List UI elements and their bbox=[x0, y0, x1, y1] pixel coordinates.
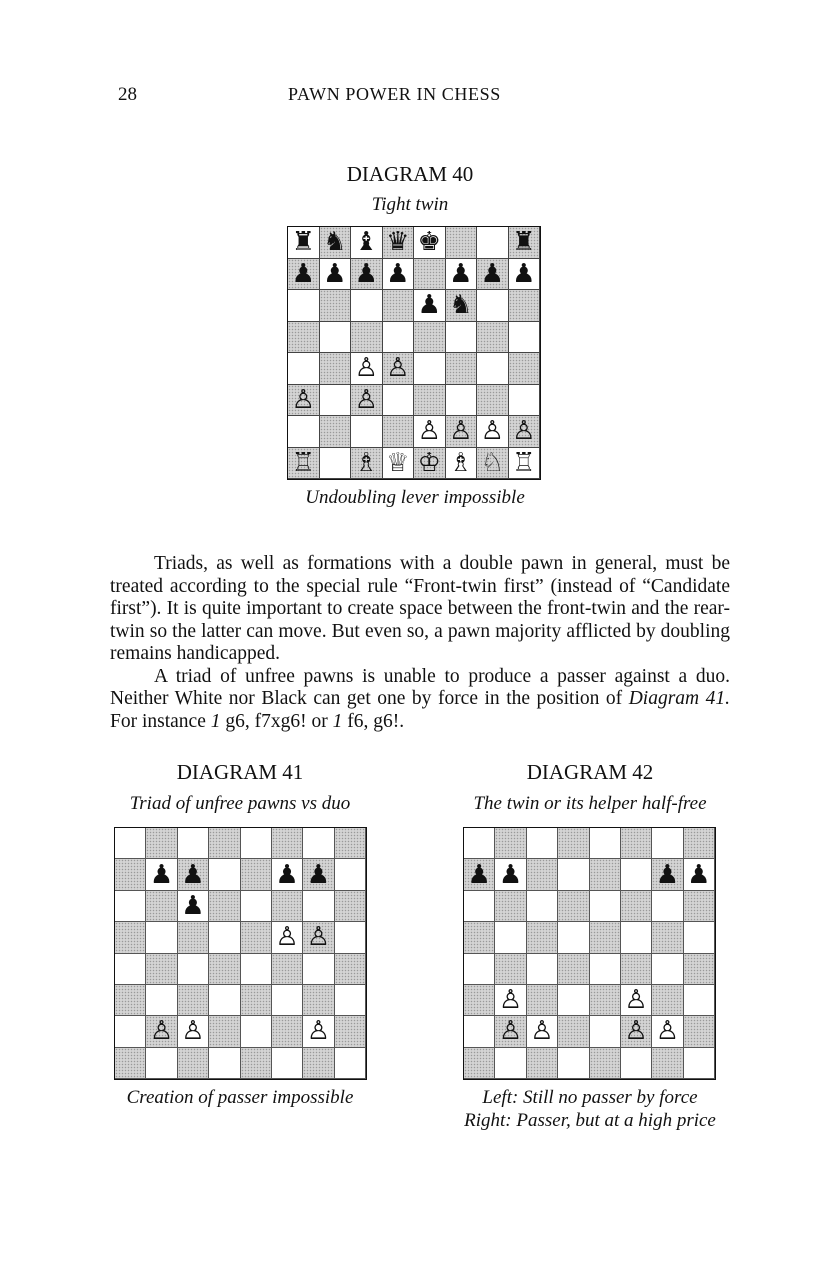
diagram-40-title: DIAGRAM 40 bbox=[346, 162, 474, 186]
square-d7 bbox=[383, 259, 415, 291]
square-a5 bbox=[288, 322, 320, 354]
square-a1 bbox=[464, 1048, 495, 1079]
square-b6 bbox=[495, 891, 526, 922]
square-b5 bbox=[146, 922, 177, 953]
square-b1 bbox=[495, 1048, 526, 1079]
diagram-41-subtitle: Triad of unfree pawns vs duo bbox=[129, 793, 351, 814]
paragraph-1 bbox=[110, 553, 730, 666]
square-g8 bbox=[477, 227, 509, 259]
square-g3 bbox=[477, 385, 509, 417]
chess-piece: ♝ bbox=[354, 227, 378, 258]
chess-piece: ♟ bbox=[467, 859, 491, 890]
square-f4 bbox=[621, 954, 652, 985]
square-h2 bbox=[335, 1016, 366, 1047]
chess-piece: ♙ bbox=[291, 384, 315, 415]
square-g1 bbox=[303, 1048, 334, 1079]
square-g5 bbox=[652, 922, 683, 953]
chess-piece: ♟ bbox=[354, 258, 378, 289]
square-h3 bbox=[509, 385, 541, 417]
square-e2 bbox=[590, 1016, 621, 1047]
diagram-40-subtitle: Tight twin bbox=[371, 194, 449, 215]
chess-piece: ♟ bbox=[306, 859, 331, 890]
paragraph-2-text-e: g6, f7xg6! or bbox=[220, 710, 333, 732]
square-d3 bbox=[383, 385, 415, 417]
chess-piece: ♙ bbox=[354, 384, 378, 415]
square-c5 bbox=[178, 922, 209, 953]
square-a4 bbox=[115, 954, 146, 985]
square-h8 bbox=[684, 828, 715, 859]
paragraph-2-text-c: For instance bbox=[110, 710, 211, 732]
square-b4 bbox=[495, 954, 526, 985]
square-c8 bbox=[351, 227, 383, 259]
square-g8 bbox=[303, 828, 334, 859]
square-c4 bbox=[178, 954, 209, 985]
square-g4 bbox=[652, 954, 683, 985]
square-f3 bbox=[621, 985, 652, 1016]
square-h4 bbox=[509, 353, 541, 385]
square-g8 bbox=[652, 828, 683, 859]
square-e3 bbox=[241, 985, 272, 1016]
chess-piece: ♚ bbox=[417, 227, 441, 258]
square-h7 bbox=[335, 859, 366, 890]
square-d8 bbox=[209, 828, 240, 859]
chess-piece: ♙ bbox=[306, 1016, 331, 1047]
square-b7 bbox=[320, 259, 352, 291]
square-a7 bbox=[464, 859, 495, 890]
square-f1 bbox=[446, 448, 478, 480]
chessboard-diagram-41 bbox=[114, 827, 367, 1080]
square-b3 bbox=[320, 385, 352, 417]
square-e7 bbox=[590, 859, 621, 890]
square-b8 bbox=[146, 828, 177, 859]
chess-piece: ♙ bbox=[655, 1016, 680, 1047]
square-b8 bbox=[495, 828, 526, 859]
square-h8 bbox=[335, 828, 366, 859]
square-d2 bbox=[558, 1016, 589, 1047]
square-f3 bbox=[272, 985, 303, 1016]
chess-piece: ♙ bbox=[530, 1016, 554, 1047]
square-g7 bbox=[652, 859, 683, 890]
square-g2 bbox=[303, 1016, 334, 1047]
square-f1 bbox=[621, 1048, 652, 1079]
square-a1 bbox=[288, 448, 320, 480]
square-a3 bbox=[288, 385, 320, 417]
square-h6 bbox=[335, 891, 366, 922]
square-h5 bbox=[335, 922, 366, 953]
square-f6 bbox=[272, 891, 303, 922]
square-c1 bbox=[178, 1048, 209, 1079]
square-g5 bbox=[303, 922, 334, 953]
square-b5 bbox=[320, 322, 352, 354]
square-h4 bbox=[684, 954, 715, 985]
chess-piece: ♟ bbox=[512, 258, 536, 289]
square-f7 bbox=[272, 859, 303, 890]
square-b2 bbox=[146, 1016, 177, 1047]
square-e3 bbox=[414, 385, 446, 417]
square-f3 bbox=[446, 385, 478, 417]
square-g7 bbox=[477, 259, 509, 291]
square-c3 bbox=[527, 985, 558, 1016]
chess-piece: ♟ bbox=[480, 258, 504, 289]
square-d6 bbox=[209, 891, 240, 922]
chess-piece: ♗ bbox=[449, 447, 473, 478]
chess-piece: ♙ bbox=[275, 922, 299, 953]
paragraph-2-text-g: f6, g6!. bbox=[342, 710, 405, 732]
square-g3 bbox=[652, 985, 683, 1016]
square-a3 bbox=[464, 985, 495, 1016]
square-e6 bbox=[414, 290, 446, 322]
square-c4 bbox=[527, 954, 558, 985]
square-g7 bbox=[303, 859, 334, 890]
square-b6 bbox=[320, 290, 352, 322]
square-f7 bbox=[446, 259, 478, 291]
square-c2 bbox=[527, 1016, 558, 1047]
square-d3 bbox=[558, 985, 589, 1016]
square-c1 bbox=[527, 1048, 558, 1079]
chess-piece: ♟ bbox=[449, 258, 473, 289]
square-b1 bbox=[146, 1048, 177, 1079]
square-g2 bbox=[652, 1016, 683, 1047]
square-f2 bbox=[621, 1016, 652, 1047]
square-h3 bbox=[335, 985, 366, 1016]
square-d6 bbox=[383, 290, 415, 322]
diagram-42-caption-line-2: Right: Passer, but at a high price bbox=[464, 1110, 716, 1131]
square-g1 bbox=[652, 1048, 683, 1079]
square-a6 bbox=[464, 891, 495, 922]
square-h2 bbox=[684, 1016, 715, 1047]
square-a3 bbox=[115, 985, 146, 1016]
move-number-2: 1 bbox=[332, 710, 343, 732]
chess-piece: ♙ bbox=[449, 416, 473, 447]
square-f8 bbox=[446, 227, 478, 259]
square-h1 bbox=[684, 1048, 715, 1079]
square-b3 bbox=[495, 985, 526, 1016]
square-c3 bbox=[351, 385, 383, 417]
square-a5 bbox=[115, 922, 146, 953]
chess-piece: ♟ bbox=[655, 859, 680, 890]
chess-piece: ♙ bbox=[624, 1016, 648, 1047]
square-a6 bbox=[115, 891, 146, 922]
square-b4 bbox=[146, 954, 177, 985]
square-h6 bbox=[684, 891, 715, 922]
square-e6 bbox=[590, 891, 621, 922]
chess-piece: ♙ bbox=[498, 985, 523, 1016]
square-c5 bbox=[351, 322, 383, 354]
chess-piece: ♟ bbox=[417, 290, 441, 321]
square-e2 bbox=[241, 1016, 272, 1047]
chess-piece: ♟ bbox=[687, 859, 711, 890]
square-d7 bbox=[209, 859, 240, 890]
square-g3 bbox=[303, 985, 334, 1016]
chess-piece: ♖ bbox=[512, 447, 536, 478]
square-f2 bbox=[446, 416, 478, 448]
square-e8 bbox=[414, 227, 446, 259]
square-c5 bbox=[527, 922, 558, 953]
running-header-title: PAWN POWER IN CHESS bbox=[288, 84, 501, 104]
square-d5 bbox=[558, 922, 589, 953]
square-c6 bbox=[527, 891, 558, 922]
chessboard-diagram-40 bbox=[287, 226, 541, 480]
square-c8 bbox=[527, 828, 558, 859]
square-e1 bbox=[590, 1048, 621, 1079]
move-number-1: 1 bbox=[210, 710, 221, 732]
chess-piece: ♙ bbox=[417, 416, 441, 447]
diagram-40-caption: Undoubling lever impossible bbox=[305, 487, 525, 508]
square-d8 bbox=[383, 227, 415, 259]
chess-piece: ♕ bbox=[386, 447, 410, 478]
square-b7 bbox=[495, 859, 526, 890]
square-e5 bbox=[414, 322, 446, 354]
square-e1 bbox=[241, 1048, 272, 1079]
square-a8 bbox=[464, 828, 495, 859]
chess-piece: ♟ bbox=[386, 258, 410, 289]
chess-piece: ♙ bbox=[181, 1016, 205, 1047]
square-f8 bbox=[272, 828, 303, 859]
diagram-41-title: DIAGRAM 41 bbox=[176, 760, 304, 784]
chess-piece: ♟ bbox=[181, 890, 205, 921]
chess-piece: ♞ bbox=[323, 227, 347, 258]
page-number: 28 bbox=[118, 84, 137, 105]
chess-piece: ♙ bbox=[498, 1016, 523, 1047]
square-d3 bbox=[209, 985, 240, 1016]
square-h5 bbox=[509, 322, 541, 354]
chess-piece: ♜ bbox=[291, 227, 315, 258]
square-c4 bbox=[351, 353, 383, 385]
square-f5 bbox=[621, 922, 652, 953]
square-e1 bbox=[414, 448, 446, 480]
chess-piece: ♔ bbox=[417, 447, 441, 478]
square-b1 bbox=[320, 448, 352, 480]
square-g6 bbox=[652, 891, 683, 922]
square-e8 bbox=[241, 828, 272, 859]
square-g2 bbox=[477, 416, 509, 448]
chess-piece: ♙ bbox=[354, 353, 378, 384]
square-g1 bbox=[477, 448, 509, 480]
square-a4 bbox=[288, 353, 320, 385]
square-d7 bbox=[558, 859, 589, 890]
square-h8 bbox=[509, 227, 541, 259]
square-e7 bbox=[241, 859, 272, 890]
chessboard-diagram-42 bbox=[463, 827, 716, 1080]
square-e4 bbox=[241, 954, 272, 985]
chess-piece: ♙ bbox=[480, 416, 504, 447]
square-f4 bbox=[272, 954, 303, 985]
square-f8 bbox=[621, 828, 652, 859]
square-f4 bbox=[446, 353, 478, 385]
square-h3 bbox=[684, 985, 715, 1016]
square-b4 bbox=[320, 353, 352, 385]
square-h1 bbox=[335, 1048, 366, 1079]
chess-piece: ♙ bbox=[512, 416, 536, 447]
square-d6 bbox=[558, 891, 589, 922]
square-g5 bbox=[477, 322, 509, 354]
square-f2 bbox=[272, 1016, 303, 1047]
square-d4 bbox=[558, 954, 589, 985]
square-c2 bbox=[351, 416, 383, 448]
square-b7 bbox=[146, 859, 177, 890]
chess-piece: ♗ bbox=[354, 447, 378, 478]
square-b6 bbox=[146, 891, 177, 922]
square-e3 bbox=[590, 985, 621, 1016]
square-h2 bbox=[509, 416, 541, 448]
chess-piece: ♖ bbox=[291, 447, 315, 478]
square-f1 bbox=[272, 1048, 303, 1079]
square-b5 bbox=[495, 922, 526, 953]
square-f5 bbox=[446, 322, 478, 354]
square-b8 bbox=[320, 227, 352, 259]
square-d1 bbox=[558, 1048, 589, 1079]
square-c1 bbox=[351, 448, 383, 480]
square-f6 bbox=[446, 290, 478, 322]
square-g4 bbox=[303, 954, 334, 985]
chess-piece: ♟ bbox=[275, 859, 299, 890]
square-d2 bbox=[383, 416, 415, 448]
chess-piece: ♙ bbox=[306, 922, 331, 953]
diagram-41-caption: Creation of passer impossible bbox=[126, 1087, 354, 1108]
square-d2 bbox=[209, 1016, 240, 1047]
square-e8 bbox=[590, 828, 621, 859]
square-c2 bbox=[178, 1016, 209, 1047]
square-g4 bbox=[477, 353, 509, 385]
paragraph-2-text-a: A triad of unfree pawns is unable to produce a passer against a duo. Neither White nor Black can get one by force in the position of bbox=[110, 665, 730, 709]
square-e4 bbox=[414, 353, 446, 385]
square-h5 bbox=[684, 922, 715, 953]
square-e2 bbox=[414, 416, 446, 448]
diagram-42-caption-line-1: Left: Still no passer by force bbox=[482, 1087, 698, 1108]
square-a5 bbox=[464, 922, 495, 953]
square-a8 bbox=[288, 227, 320, 259]
chess-piece: ♟ bbox=[323, 258, 347, 289]
paragraph-2 bbox=[110, 666, 730, 734]
chess-piece: ♙ bbox=[149, 1016, 174, 1047]
square-a2 bbox=[115, 1016, 146, 1047]
square-a2 bbox=[464, 1016, 495, 1047]
square-h4 bbox=[335, 954, 366, 985]
square-e5 bbox=[590, 922, 621, 953]
square-c6 bbox=[178, 891, 209, 922]
square-a4 bbox=[464, 954, 495, 985]
square-h6 bbox=[509, 290, 541, 322]
chess-piece: ♟ bbox=[291, 258, 315, 289]
diagram-42-subtitle: The twin or its helper half-free bbox=[473, 793, 707, 814]
square-d5 bbox=[383, 322, 415, 354]
square-a1 bbox=[115, 1048, 146, 1079]
square-f7 bbox=[621, 859, 652, 890]
square-e7 bbox=[414, 259, 446, 291]
chess-piece: ♘ bbox=[480, 447, 504, 478]
square-c7 bbox=[351, 259, 383, 291]
square-d5 bbox=[209, 922, 240, 953]
chess-piece: ♙ bbox=[624, 985, 648, 1016]
square-g6 bbox=[303, 891, 334, 922]
square-a7 bbox=[288, 259, 320, 291]
square-h7 bbox=[509, 259, 541, 291]
square-e5 bbox=[241, 922, 272, 953]
square-e4 bbox=[590, 954, 621, 985]
square-d4 bbox=[383, 353, 415, 385]
chess-piece: ♟ bbox=[149, 859, 174, 890]
body-text bbox=[110, 553, 730, 733]
square-f6 bbox=[621, 891, 652, 922]
chess-piece: ♟ bbox=[498, 859, 523, 890]
square-a6 bbox=[288, 290, 320, 322]
square-c8 bbox=[178, 828, 209, 859]
chess-piece: ♙ bbox=[386, 353, 410, 384]
square-b2 bbox=[320, 416, 352, 448]
square-b2 bbox=[495, 1016, 526, 1047]
square-h7 bbox=[684, 859, 715, 890]
square-d1 bbox=[209, 1048, 240, 1079]
diagram-42-title: DIAGRAM 42 bbox=[526, 760, 654, 784]
square-d1 bbox=[383, 448, 415, 480]
diagram-41-reference: Diagram 41. bbox=[628, 688, 731, 709]
square-a8 bbox=[115, 828, 146, 859]
square-f5 bbox=[272, 922, 303, 953]
square-a2 bbox=[288, 416, 320, 448]
square-b3 bbox=[146, 985, 177, 1016]
paragraph-1-text: Triads, as well as formations with a double pawn in general, must be treated according to the special rule “Front-twin first” (instead of “Candidate first”). It is quite important to create space between the front-twin and the rear-twin so the latter can move. But even so, a pawn majority afflicted by doubling remains handicapped. bbox=[110, 553, 730, 664]
chess-piece: ♛ bbox=[386, 227, 410, 258]
square-d4 bbox=[209, 954, 240, 985]
square-a7 bbox=[115, 859, 146, 890]
square-c6 bbox=[351, 290, 383, 322]
square-c7 bbox=[178, 859, 209, 890]
chess-piece: ♟ bbox=[181, 859, 205, 890]
square-h1 bbox=[509, 448, 541, 480]
square-c7 bbox=[527, 859, 558, 890]
square-g6 bbox=[477, 290, 509, 322]
square-c3 bbox=[178, 985, 209, 1016]
square-e6 bbox=[241, 891, 272, 922]
chess-piece: ♞ bbox=[449, 290, 473, 321]
chess-piece: ♜ bbox=[512, 227, 536, 258]
square-d8 bbox=[558, 828, 589, 859]
